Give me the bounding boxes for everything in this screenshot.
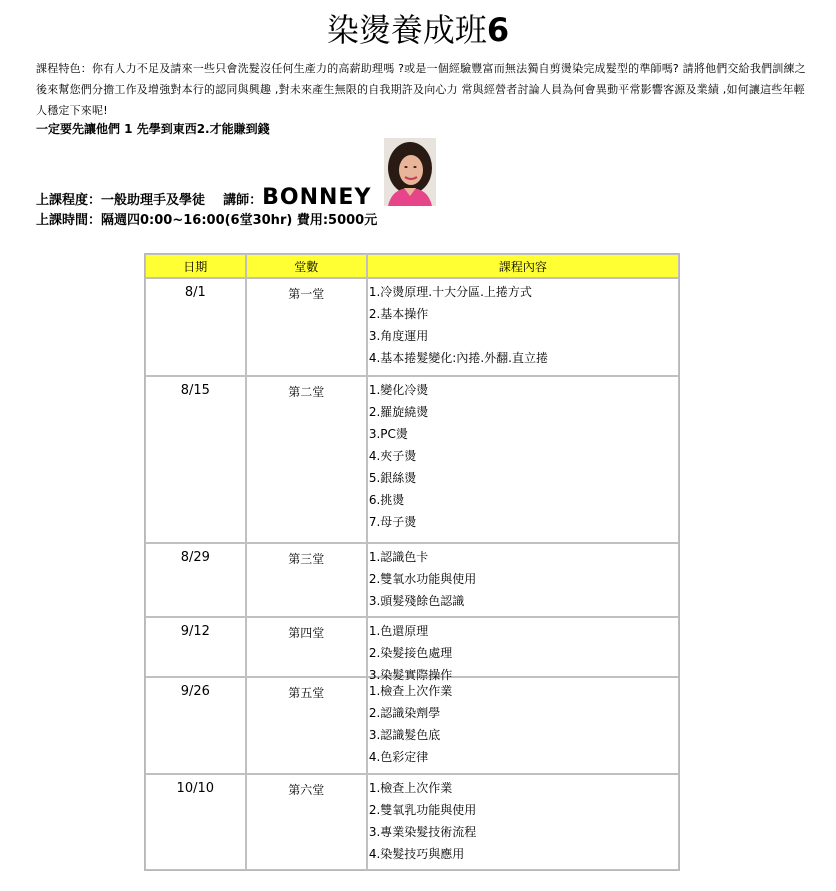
header-content: 課程內容 [367, 254, 679, 278]
row-date: 9/26 [145, 677, 246, 774]
teacher-label: 講師： [223, 193, 263, 208]
page-title [0, 8, 836, 52]
row-content-clip [368, 620, 678, 682]
list-item: 1.檢查上次作業 [368, 684, 453, 698]
table-header-row [145, 254, 679, 278]
list-item: 2.羅旋繞燙 [368, 405, 429, 419]
list-item: 3.頭髮殘餘色認識 [368, 594, 465, 608]
list-item: 3.染髮實際操作 [368, 668, 453, 682]
page-title-number: 6 [486, 11, 510, 49]
table-row [145, 376, 679, 543]
row-content [367, 774, 679, 870]
header-lesson: 堂數 [246, 254, 367, 278]
table-row [145, 677, 679, 774]
list-item: 3.認識髮色底 [368, 728, 441, 742]
table-row [145, 617, 679, 677]
list-item: 3.角度運用 [368, 329, 429, 343]
list-item: 2.雙氧水功能與使用 [368, 572, 477, 586]
row-date: 8/1 [145, 278, 246, 376]
row-date: 9/12 [145, 617, 246, 677]
list-item: 4.染髮技巧與應用 [368, 847, 465, 861]
teacher-name: BONNEY [262, 185, 372, 210]
row-lesson: 第三堂 [246, 543, 367, 617]
row-lesson: 第四堂 [246, 617, 367, 677]
course-intro: 課程特色：你有人力不足及請來一些只會洗髮沒任何生產力的高薪助理嗎 ?或是一個經驗豐富而無法獨自剪燙染完成髮型的準師嗎? 請將他們交給我們訓練之後來幫您們分擔工作及增強對本行的認同與興趣 ,對未來產生無限的自我期許及向心力 常與經營者討論人員為何會異動平常影響客源及業績 ,如何讓這些年輕人穩定下來呢! [36, 62, 806, 117]
row-lesson: 第六堂 [246, 774, 367, 870]
list-item: 3.專業染髮技術流程 [368, 825, 477, 839]
list-item: 1.冷燙原理.十大分區.上捲方式 [368, 285, 532, 299]
row-date: 10/10 [145, 774, 246, 870]
table-row [145, 774, 679, 870]
row-date: 8/29 [145, 543, 246, 617]
row-content [367, 617, 679, 682]
list-item: 2.基本操作 [368, 307, 429, 321]
row-content [367, 376, 679, 543]
list-item: 6.挑燙 [368, 493, 405, 507]
course-time-fee: 上課時間：隔週四0:00~16:00(6堂30hr) 費用:5000元 [36, 213, 378, 228]
schedule-table [144, 253, 680, 871]
list-item: 1.認識色卡 [368, 550, 429, 564]
row-lesson: 第二堂 [246, 376, 367, 543]
row-lesson: 第五堂 [246, 677, 367, 774]
list-item: 4.夾子燙 [368, 449, 417, 463]
list-item: 2.認識染劑學 [368, 706, 441, 720]
list-item: 1.色還原理 [368, 624, 429, 638]
list-item: 4.色彩定律 [368, 750, 429, 764]
list-item: 3.PC燙 [368, 427, 408, 441]
instructor-portrait-icon [384, 138, 436, 206]
row-lesson: 第一堂 [246, 278, 367, 376]
list-item: 4.基本捲髮變化:內捲.外翻.直立捲 [368, 351, 548, 365]
row-content [367, 278, 679, 376]
list-item: 5.銀絲燙 [368, 471, 417, 485]
row-content [367, 543, 679, 617]
list-item: 1.變化冷燙 [368, 383, 429, 397]
row-content [367, 677, 679, 774]
level-label: 上課程度：一般助理手及學徒 [36, 193, 206, 208]
course-slogan: 一定要先讓他們 1 先學到東西2.才能賺到錢 [36, 122, 270, 136]
page-title-text: 染燙養成班 [326, 11, 487, 49]
list-item: 2.染髮接色處理 [368, 646, 453, 660]
row-date: 8/15 [145, 376, 246, 543]
table-row [145, 543, 679, 617]
list-item: 1.檢查上次作業 [368, 781, 453, 795]
list-item: 2.雙氧乳功能與使用 [368, 803, 477, 817]
table-row [145, 278, 679, 376]
list-item: 7.母子燙 [368, 515, 417, 529]
header-date: 日期 [145, 254, 246, 278]
